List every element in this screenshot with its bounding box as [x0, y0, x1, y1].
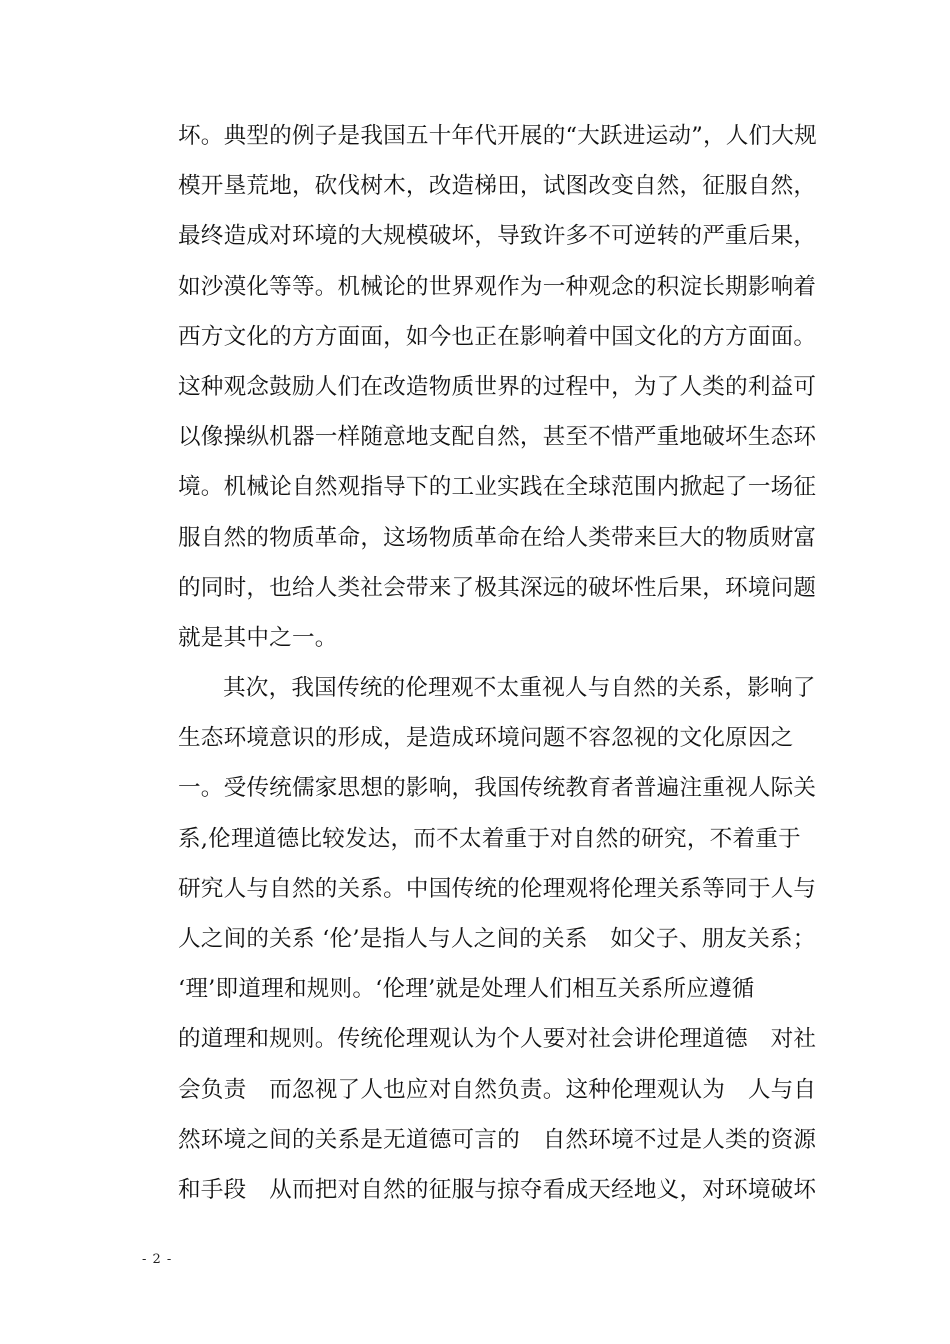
text-line: 人之间的关系 ‘伦’是指人与人之间的关系 如父子、朋友关系； — [178, 926, 816, 952]
text-line: 生态环境意识的形成，是造成环境问题不容忽视的文化原因之 — [178, 725, 794, 752]
page-number: - 2 - — [142, 1252, 173, 1267]
text-line: 的同时，也给人类社会带来了极其深远的破坏性后果，环境问题 — [178, 574, 817, 601]
text-line: 服自然的物质革命，这场物质革命在给人类带来巨大的物质财富 — [178, 524, 817, 551]
text-line: 系,伦理道德比较发达，而不太着重于对自然的研究，不着重于 — [178, 825, 801, 852]
text-line: ‘理’即道理和规则。‘伦理’就是处理人们相互关系所应遵循 — [178, 976, 755, 1003]
text-line: 然环境之间的关系是无道德可言的 自然环境不过是人类的资源 — [178, 1126, 817, 1153]
text-line: 会负责 而忽视了人也应对自然负责。这种伦理观认为 人与自 — [178, 1076, 817, 1103]
text-line: 这种观念鼓励人们在改造物质世界的过程中，为了人类的利益可 — [178, 373, 817, 400]
text-line: 的道理和规则。传统伦理观认为个人要对社会讲伦理道德 对社 — [178, 1026, 817, 1053]
text-line: 坏。典型的例子是我国五十年代开展的“大跃进运动”，人们大规 — [178, 123, 817, 149]
text-line: 最终造成对环境的大规模破坏，导致许多不可逆转的严重后果， — [178, 223, 817, 250]
text-line: 如沙漠化等等。机械论的世界观作为一种观念的积淀长期影响着 — [178, 273, 817, 300]
text-line: 就是其中之一。 — [178, 624, 338, 651]
body-text — [178, 118, 818, 1222]
text-line: 西方文化的方方面面，如今也正在影响着中国文化的方方面面。 — [178, 323, 817, 350]
paragraph-start-line: 其次，我国传统的伦理观不太重视人与自然的关系，影响了 — [223, 675, 816, 702]
text-line: 一。受传统儒家思想的影响，我国传统教育者普遍注重视人际关 — [178, 775, 817, 802]
text-line: 和手段 从而把对自然的征服与掠夺看成天经地义，对环境破坏 — [178, 1176, 817, 1203]
text-line: 研究人与自然的关系。中国传统的伦理观将伦理关系等同于人与 — [178, 875, 817, 902]
text-line: 境。机械论自然观指导下的工业实践在全球范围内掀起了一场征 — [178, 474, 817, 501]
text-line: 模开垦荒地，砍伐树木，改造梯田，试图改变自然，征服自然， — [178, 173, 817, 200]
text-line: 以像操纵机器一样随意地支配自然，甚至不惜严重地破坏生态环 — [178, 424, 817, 451]
